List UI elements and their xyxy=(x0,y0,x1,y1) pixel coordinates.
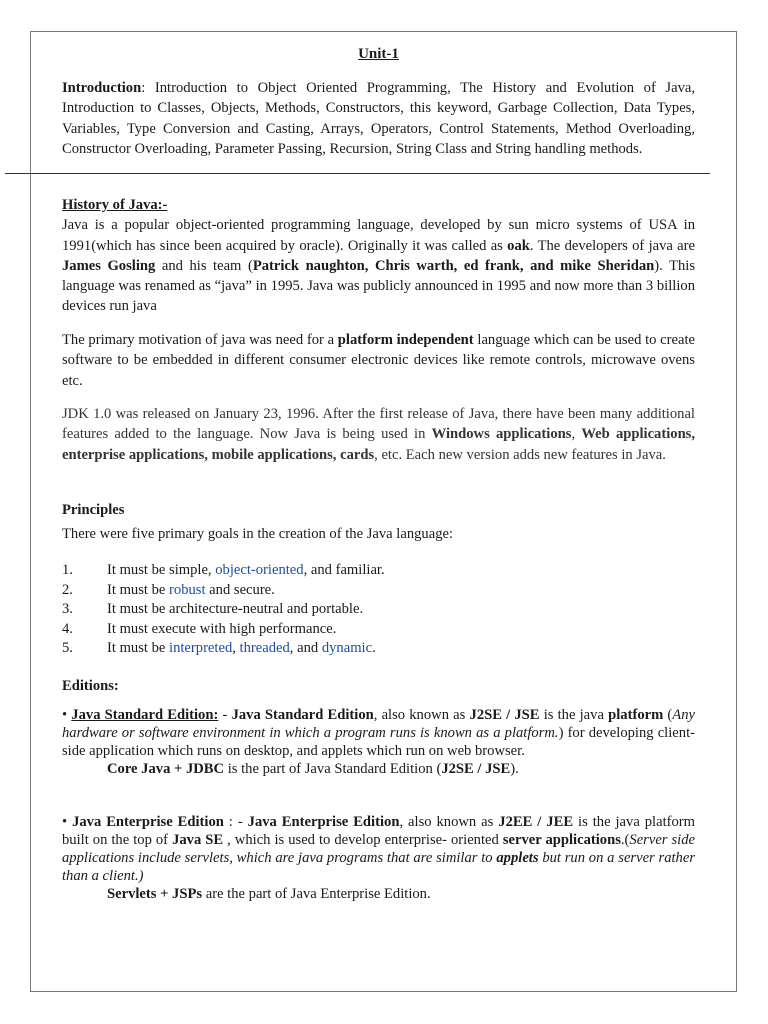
se-label: Java Standard Edition: xyxy=(71,707,219,723)
server-definition: Server side applications include servlets, which are java programs that are similar to xyxy=(62,832,696,866)
servlets-term: Servlets + JSPs xyxy=(107,886,203,902)
se-abbr: J2SE / JSE xyxy=(441,761,511,777)
ee-text: is the java platform built on the top of xyxy=(62,814,696,848)
server-apps-term: server applications xyxy=(502,832,621,848)
java-se-term: Java SE xyxy=(172,832,224,848)
robust-link[interactable]: robust xyxy=(169,581,206,598)
list-number: 3. xyxy=(62,601,73,618)
ee-text: .( xyxy=(620,832,630,848)
intro-label: Introduction xyxy=(62,80,142,96)
ee-abbr: J2EE / JEE xyxy=(498,814,574,830)
se-text: , also known as xyxy=(373,707,470,723)
se-text: ) for developing client-side application which runs on desktop, and applets which run on web browser. xyxy=(62,725,695,759)
ee-label: Java Enterprise Edition xyxy=(72,814,224,830)
ee-text: , also known as xyxy=(399,814,499,830)
se-name: Java Standard Edition xyxy=(231,707,374,723)
section-divider xyxy=(5,173,710,174)
intro-text: : Introduction to Object Oriented Programming, The History and Evolution of Java, Introduction to Classes, Objects, Methods, Constructors, this keyword, Garbage Collection, Data Types, Variables, Type Conversion and Casting, Arrays, Operators, Control Statements, Method Overloading, Constructor Overloading, Parameter Passing, Recursion, String Class and String handling methods. xyxy=(62,80,695,157)
motivation-text-2: language which can be used to create software to be embedded in different consumer electronic devices like remote controls, microwave ovens etc. xyxy=(62,332,695,389)
ee-name: Java Enterprise Edition xyxy=(247,814,400,830)
list-item xyxy=(62,620,695,640)
page-title: Unit-1 xyxy=(358,46,399,62)
ee-text: are the part of Java Enterprise Edition. xyxy=(202,886,431,902)
list-item xyxy=(62,639,695,659)
principles-list xyxy=(62,561,695,659)
jdk-text-2: , etc. Each new version adds new features in Java. xyxy=(374,446,666,463)
list-text: and secure. xyxy=(205,581,275,598)
gosling-name: James Gosling xyxy=(62,257,156,274)
se-text: is the part of Java Standard Edition ( xyxy=(224,761,442,777)
history-heading: History of Java:- xyxy=(62,197,168,213)
platform-definition: Any hardware or software environment in which a program runs is known as a platform. xyxy=(62,707,695,741)
history-paragraph xyxy=(62,215,695,316)
introduction-paragraph xyxy=(62,78,695,159)
list-number: 1. xyxy=(62,562,73,578)
jdk-comma: , xyxy=(571,426,582,443)
dynamic-link[interactable]: dynamic xyxy=(321,640,373,657)
list-text: , and familiar. xyxy=(303,562,385,578)
history-text-1: Java is a popular object-oriented programming language, developed by sun micro systems of USA in 1991(which has since been acquired by oracle). Originally it was called as xyxy=(62,217,695,254)
platform-term: platform xyxy=(608,707,664,723)
se-dash: - xyxy=(218,707,232,723)
bullet-icon: • xyxy=(62,814,73,830)
object-oriented-link[interactable]: object-oriented xyxy=(215,562,304,578)
principles-heading: Principles xyxy=(62,502,125,518)
list-text: , xyxy=(232,640,240,657)
standard-edition-block xyxy=(62,706,695,778)
jdk-paragraph xyxy=(62,404,695,465)
ee-dash: : - xyxy=(223,814,248,830)
threaded-link[interactable]: threaded xyxy=(239,640,290,657)
core-java-term: Core Java + JDBC xyxy=(107,761,225,777)
other-apps-term: Web applications, enterprise applications, mobile applications, cards xyxy=(62,426,696,463)
list-text: , and xyxy=(289,640,322,657)
list-text: It must be simple, xyxy=(107,562,216,578)
se-text: ). xyxy=(510,761,519,777)
motivation-paragraph xyxy=(62,330,695,391)
history-section xyxy=(62,195,695,317)
list-number: 2. xyxy=(62,581,73,598)
list-text: It must be xyxy=(107,640,170,657)
list-text: It must execute with high performance. xyxy=(107,620,337,637)
windows-apps-term: Windows applications xyxy=(431,426,572,443)
editions-heading: Editions: xyxy=(62,678,119,694)
history-text-4: ). This language was renamed as “java” in 1995. Java was publicly announced in 1995 and now more than 3 billion devices run java xyxy=(62,257,696,315)
list-item xyxy=(62,600,695,620)
team-names: Patrick naughton, Chris warth, ed frank, and mike Sheridan xyxy=(252,257,655,274)
list-text: It must be architecture-neutral and portable. xyxy=(107,601,364,618)
platform-independent-term: platform independent xyxy=(337,332,474,348)
ee-text: , which is used to develop enterprise- oriented xyxy=(223,832,503,848)
principles-intro: There were five primary goals in the creation of the Java language: xyxy=(62,526,454,542)
se-text: is the java xyxy=(539,707,609,723)
applets-term: applets xyxy=(496,850,539,866)
motivation-text-1: The primary motivation of java was need for a xyxy=(62,332,338,348)
se-text: ( xyxy=(663,707,673,723)
list-text: It must be xyxy=(107,581,170,598)
history-text-3: and his team ( xyxy=(155,257,253,274)
list-item xyxy=(62,581,695,601)
oak-term: oak xyxy=(507,237,530,254)
history-text-2: . The developers of java are xyxy=(529,237,695,254)
enterprise-edition-block xyxy=(62,813,695,903)
se-abbr: J2SE / JSE xyxy=(469,707,540,723)
jdk-text-1: JDK 1.0 was released on January 23, 1996. After the first release of Java, there have been many additional features added to the language. Now Java is being used in xyxy=(62,406,695,443)
list-text: . xyxy=(372,640,376,657)
bullet-icon: • xyxy=(62,707,72,723)
list-number: 4. xyxy=(62,620,73,637)
server-definition: but run on a server rather than a client.) xyxy=(62,850,695,884)
list-number: 5. xyxy=(62,640,73,657)
interpreted-link[interactable]: interpreted xyxy=(169,640,233,657)
list-item xyxy=(62,561,695,581)
